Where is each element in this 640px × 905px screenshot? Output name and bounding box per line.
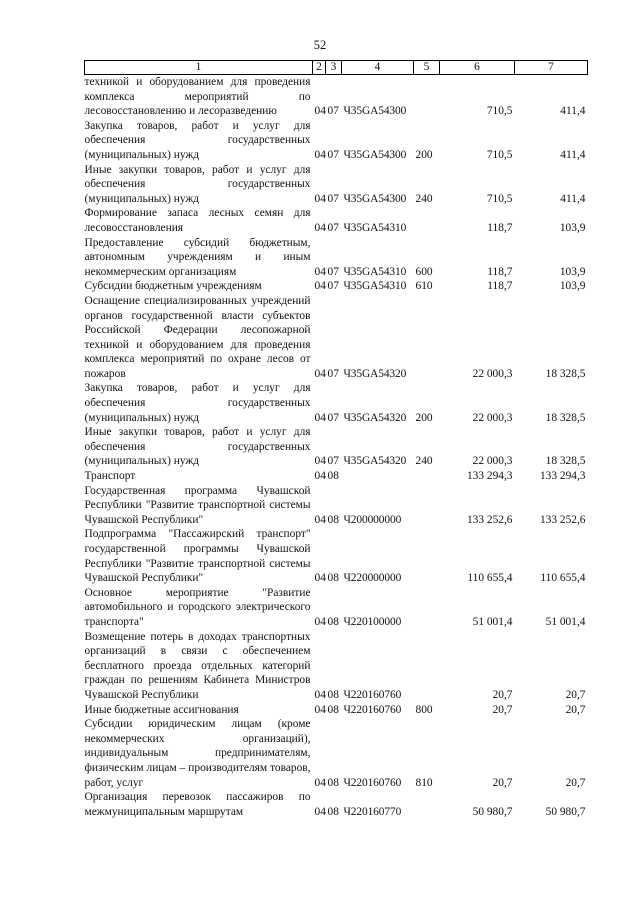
row-target-article: Ч220160760 — [343, 703, 402, 716]
row-expense-type — [414, 294, 440, 382]
row-amount-col7: 20,7 — [565, 703, 586, 716]
row-subsection-code: 08 — [327, 776, 339, 789]
row-name: Организация перевозок пассажиров по межмуниципальным маршрутам — [84, 791, 311, 818]
row-section-code: 04 — [314, 265, 326, 278]
row-expense-type — [414, 527, 440, 585]
row-expense-type — [414, 206, 440, 235]
row-section-code: 04 — [314, 411, 326, 424]
row-name: Предоставление субсидий бюджетным, автономным учреждениям и иным некоммерческим организациям — [84, 236, 311, 278]
row-subsection-code: 07 — [327, 192, 339, 205]
header-cell: 3 — [326, 61, 342, 75]
row-amount-col6: 50 980,7 — [472, 805, 513, 818]
table-row — [85, 163, 588, 207]
table-row — [85, 425, 588, 469]
row-amount-col6: 110 655,4 — [467, 572, 513, 585]
row-amount-col6: 20,7 — [492, 776, 513, 789]
row-name: Основное мероприятие "Развитие автомобильного и городского электрического транспорта" — [84, 586, 311, 628]
row-amount-col7: 18 328,5 — [545, 411, 586, 424]
row-name: техникой и оборудованием для проведения комплекса мероприятий по лесовосстановлению и лесоразведению — [84, 76, 311, 118]
row-expense-type — [414, 790, 440, 819]
header-cell: 7 — [515, 61, 588, 75]
table-row — [85, 381, 588, 425]
row-expense-type — [414, 469, 440, 484]
row-amount-col7: 20,7 — [565, 688, 586, 701]
row-target-article: Ч220160760 — [343, 776, 402, 789]
row-amount-col7: 110 655,4 — [540, 572, 586, 585]
row-target-article: Ч35GA54310 — [343, 221, 407, 234]
row-target-article: Ч200000000 — [343, 513, 402, 526]
row-target-article: Ч220160760 — [343, 688, 402, 701]
row-expense-type — [414, 75, 440, 119]
row-section-code: 04 — [314, 805, 326, 818]
row-subsection-code: 07 — [327, 265, 339, 278]
row-amount-col6: 22 000,3 — [472, 455, 513, 468]
row-section-code: 04 — [314, 455, 326, 468]
row-amount-col6: 22 000,3 — [472, 411, 513, 424]
row-subsection-code: 07 — [327, 148, 339, 161]
row-amount-col6: 20,7 — [492, 703, 513, 716]
row-name: Государственная программа Чувашской Республики "Развитие транспортной системы Чувашской Республики" — [84, 484, 311, 526]
table-row — [85, 586, 588, 630]
row-amount-col7: 18 328,5 — [545, 367, 586, 380]
row-subsection-code: 07 — [327, 411, 339, 424]
row-target-article: Ч35GA54310 — [343, 265, 407, 278]
row-subsection-code: 08 — [327, 470, 339, 483]
table-row — [85, 790, 588, 819]
row-amount-col7: 103,9 — [559, 265, 586, 278]
row-target-article: Ч35GA54320 — [343, 367, 407, 380]
header-row — [85, 61, 588, 75]
row-target-article: Ч220160770 — [343, 805, 402, 818]
row-subsection-code: 08 — [327, 703, 339, 716]
header-cell: 5 — [414, 61, 440, 75]
row-subsection-code: 07 — [327, 105, 339, 118]
row-name: Закупка товаров, работ и услуг для обеспечения государственных (муниципальных) нужд — [84, 119, 311, 161]
row-amount-col6: 20,7 — [492, 688, 513, 701]
row-target-article — [342, 469, 414, 484]
row-section-code: 04 — [314, 688, 326, 701]
row-subsection-code: 08 — [327, 615, 339, 628]
row-name: Транспорт — [84, 470, 136, 483]
table-row — [85, 279, 588, 294]
row-expense-type: 800 — [415, 703, 433, 716]
row-name: Иные закупки товаров, работ и услуг для обеспечения государственных (муниципальных) нужд — [84, 163, 311, 205]
header-cell: 4 — [342, 61, 414, 75]
row-amount-col7: 18 328,5 — [545, 455, 586, 468]
page-number: 52 — [313, 38, 327, 52]
table-row — [85, 206, 588, 235]
row-expense-type: 240 — [415, 455, 433, 468]
row-target-article: Ч35GA54300 — [343, 192, 407, 205]
row-name: Закупка товаров, работ и услуг для обеспечения государственных (муниципальных) нужд — [84, 382, 311, 424]
row-section-code: 04 — [314, 367, 326, 380]
row-subsection-code: 07 — [327, 367, 339, 380]
row-name: Оснащение специализированных учреждений органов государственной власти субъектов Российской Федерации лесопожарной техникой и оборудованием для проведения комплекса мероприятий по охране лесов от пожаров — [84, 294, 311, 380]
row-subsection-code: 08 — [327, 513, 339, 526]
row-expense-type: 600 — [415, 265, 433, 278]
row-amount-col6: 118,7 — [487, 221, 513, 234]
row-section-code: 04 — [314, 572, 326, 585]
row-amount-col6: 710,5 — [486, 105, 513, 118]
row-amount-col7: 411,4 — [560, 192, 586, 205]
row-subsection-code: 07 — [327, 280, 339, 293]
table-row — [85, 236, 588, 280]
table-row — [85, 294, 588, 382]
header-cell: 2 — [313, 61, 326, 75]
row-amount-col7: 133 294,3 — [539, 470, 586, 483]
row-name: Подпрограмма "Пассажирский транспорт" государственной программы Чувашской Республики "Развитие транспортной системы Чувашской Республики" — [84, 528, 311, 585]
row-expense-type: 200 — [415, 148, 433, 161]
row-subsection-code: 08 — [327, 688, 339, 701]
row-subsection-code: 07 — [327, 455, 339, 468]
row-section-code: 04 — [314, 615, 326, 628]
row-amount-col7: 50 980,7 — [545, 805, 586, 818]
row-amount-col6: 51 001,4 — [472, 615, 513, 628]
row-target-article: Ч35GA54320 — [343, 455, 407, 468]
table-row — [85, 484, 588, 528]
row-expense-type: 810 — [415, 776, 433, 789]
row-section-code: 04 — [314, 221, 326, 234]
row-name: Иные бюджетные ассигнования — [84, 703, 239, 716]
row-expense-type: 610 — [415, 280, 433, 293]
row-subsection-code: 08 — [327, 572, 339, 585]
row-amount-col7: 133 252,6 — [539, 513, 586, 526]
table-row — [85, 527, 588, 585]
row-section-code: 04 — [314, 513, 326, 526]
header-cell: 1 — [85, 61, 313, 75]
row-amount-col6: 133 252,6 — [466, 513, 513, 526]
row-amount-col6: 118,7 — [487, 265, 513, 278]
row-expense-type: 200 — [415, 411, 433, 424]
row-expense-type — [414, 484, 440, 528]
row-section-code: 04 — [314, 280, 326, 293]
row-target-article: Ч35GA54300 — [343, 105, 407, 118]
table-row — [85, 703, 588, 718]
row-target-article: Ч220100000 — [343, 615, 402, 628]
row-section-code: 04 — [314, 148, 326, 161]
row-target-article: Ч220000000 — [343, 572, 402, 585]
row-expense-type — [414, 586, 440, 630]
row-amount-col7: 103,9 — [559, 221, 586, 234]
row-section-code: 04 — [314, 192, 326, 205]
row-amount-col6: 22 000,3 — [472, 367, 513, 380]
row-amount-col6: 133 294,3 — [466, 470, 513, 483]
header-cell: 6 — [440, 61, 515, 75]
table-row — [85, 630, 588, 703]
row-amount-col6: 118,7 — [487, 280, 513, 293]
row-section-code: 04 — [314, 105, 326, 118]
row-name: Возмещение потерь в доходах транспортных организаций в связи с обеспечением бесплатного проезда отдельных категорий граждан по решениям Кабинета Министров Чувашской Республики — [84, 630, 311, 701]
table-row — [85, 469, 588, 484]
row-section-code: 04 — [314, 470, 326, 483]
row-amount-col7: 51 001,4 — [545, 615, 586, 628]
row-amount-col7: 20,7 — [565, 776, 586, 789]
table-row — [85, 75, 588, 119]
row-subsection-code: 07 — [327, 221, 339, 234]
budget-table — [84, 60, 588, 819]
row-expense-type — [414, 630, 440, 703]
row-section-code: 04 — [314, 776, 326, 789]
row-target-article: Ч35GA54300 — [343, 148, 407, 161]
row-subsection-code: 08 — [327, 805, 339, 818]
row-target-article: Ч35GA54310 — [343, 280, 407, 293]
row-target-article: Ч35GA54320 — [343, 411, 407, 424]
row-amount-col7: 411,4 — [560, 148, 586, 161]
row-amount-col6: 710,5 — [486, 192, 513, 205]
row-amount-col7: 103,9 — [559, 280, 586, 293]
row-name: Субсидии бюджетным учреждениям — [84, 280, 262, 293]
row-expense-type: 240 — [415, 192, 433, 205]
row-amount-col6: 710,5 — [486, 148, 513, 161]
row-section-code: 04 — [314, 703, 326, 716]
row-name: Формирование запаса лесных семян для лесовосстановления — [84, 207, 311, 234]
row-amount-col7: 411,4 — [560, 105, 586, 118]
table-row — [85, 717, 588, 790]
row-name: Иные закупки товаров, работ и услуг для обеспечения государственных (муниципальных) нужд — [84, 426, 311, 468]
table-row — [85, 119, 588, 163]
row-name: Субсидии юридическим лицам (кроме некоммерческих организаций), индивидуальным предпринимателям, физическим лицам – производителям товаров, работ, услуг — [84, 718, 311, 789]
